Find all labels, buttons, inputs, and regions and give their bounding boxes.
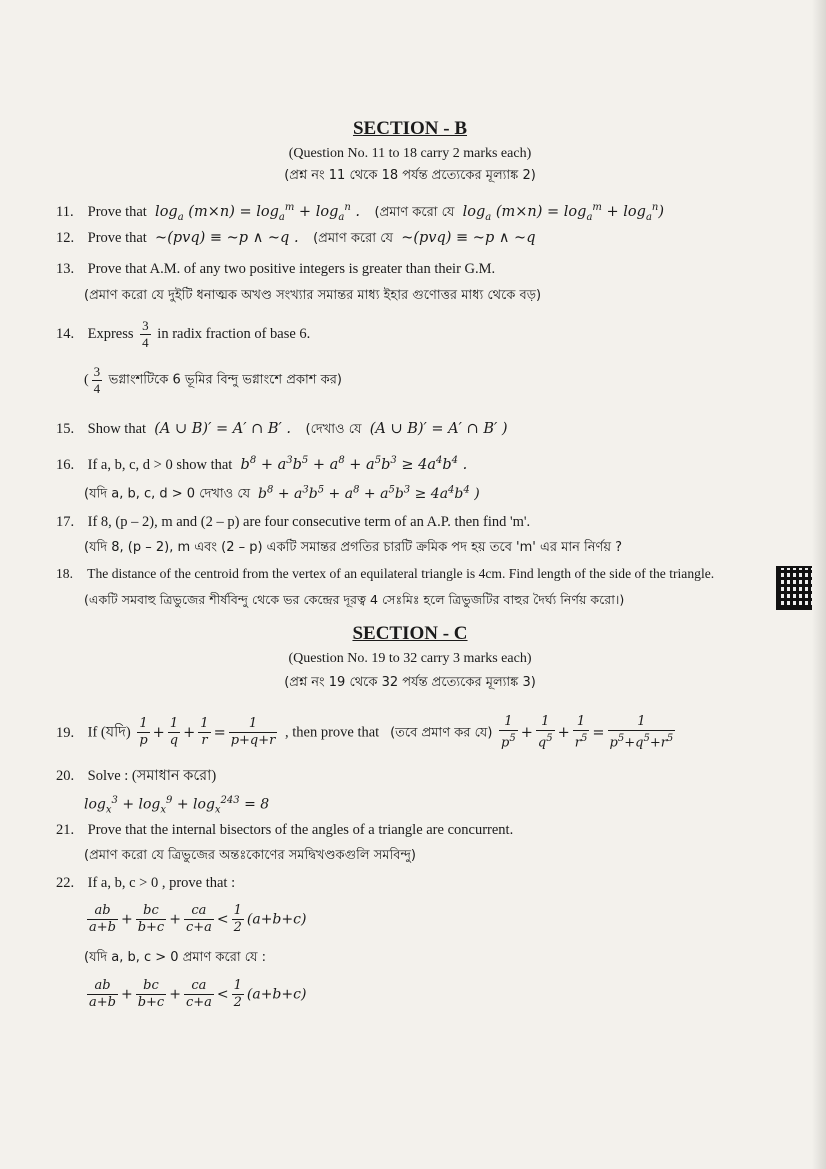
question-text: Prove that the internal bisectors of the angles of a triangle are concurrent. <box>87 822 514 838</box>
section-b-subtitle-bn: (প্রশ্ন নং 11 থেকে 18 পর্যন্ত প্রত্যেকের মূল্যাঙ্ক 2) <box>284 168 536 183</box>
question-15 <box>56 421 508 438</box>
section-c-subtitle: (Question No. 19 to 32 carry 3 marks each) <box>288 651 532 666</box>
question-text: If a, b, c, d > 0 show that <box>87 456 233 473</box>
section-c-title: SECTION - C <box>352 623 468 644</box>
question-22-formula-bn: $\frac{ab}{a+b}$ + $\frac{bc}{b+c}$ + $\frac{ca}{c+a}$ < $\frac{1}{2}$ (a+b+c) <box>89 978 307 1010</box>
question-number: 21. <box>56 822 75 838</box>
question-number: 15. <box>56 421 75 437</box>
question-text: Express <box>87 325 134 342</box>
formula-bn: $b^8 + a^3b^5 + a^8 + a^5b^3 \ge 4a^4b^4$ ) <box>253 484 480 502</box>
question-text: Solve : (সমাধান করো) <box>87 768 217 784</box>
question-text: If 8, (p – 2), m and (2 – p) are four consecutive term of an A.P. then find 'm'. <box>87 514 531 530</box>
question-14-bn: ভগ্নাংশটিকে 6 ভূমির বিন্দু ভগ্নাংশে প্রকাশ কর) <box>108 372 342 388</box>
question-text-bn: (যদি a, b, c, d > 0 দেখাও যে <box>84 486 251 502</box>
question-number: 19. <box>56 724 75 741</box>
question-11 <box>56 202 664 224</box>
question-text: If a, b, c > 0 , prove that : <box>87 875 236 891</box>
formula: $\log_a (m\times n) = \log_a^m + \log_a^n$ . <box>150 202 360 223</box>
question-number: 17. <box>56 514 75 530</box>
formula: ~(pvq) ≡ ~p ∧ ~q . <box>150 230 299 246</box>
question-12 <box>56 230 535 247</box>
question-text: Prove that <box>87 203 147 220</box>
question-number: 22. <box>56 875 75 891</box>
question-14-bn-line: ( $\frac{3}{4}$ ভগ্নাংশটিকে 6 ভূমির বিন্দু ভগ্নাংশে প্রকাশ কর) <box>84 364 342 396</box>
question-21-bn: (প্রমাণ করো যে ত্রিভুজের অন্তঃকোণের সমদ্বিখণ্ডকগুলি সমবিন্দু) <box>84 848 416 863</box>
question-number: 18. <box>56 566 73 581</box>
question-text-bn: (তবে প্রমাণ কর যে) <box>390 725 493 741</box>
question-number: 14. <box>56 325 75 342</box>
question-text-bn: (দেখাও যে <box>305 422 362 437</box>
question-text: Prove that <box>87 230 147 246</box>
question-20 <box>56 768 216 785</box>
page-edge <box>812 0 826 1169</box>
question-14 <box>56 318 310 351</box>
formula: (A ∪ B)′ = A′ ∩ B′ . <box>149 421 292 437</box>
formula-bn: ~(pvq) ≡ ~p ∧ ~q <box>396 230 536 246</box>
question-13-bn: (প্রমাণ করো যে দুইটি ধনাত্মক অখণ্ড সংখ্যার সমান্তর মাধ্য ইহার গুণোত্তর মাধ্য থেকে বড়) <box>84 288 542 303</box>
section-b-title: SECTION - B <box>352 118 468 139</box>
question-number: 12. <box>56 230 75 246</box>
formula-bn: (A ∪ B)′ = A′ ∩ B′ ) <box>365 421 508 437</box>
question-22-formula: $\frac{ab}{a+b}$ + $\frac{bc}{b+c}$ + $\frac{ca}{c+a}$ < $\frac{1}{2}$ (a+b+c) <box>89 903 307 935</box>
question-17 <box>56 514 530 531</box>
fraction-3-4: $\frac{3}{4}$ <box>142 318 149 350</box>
question-number: 11. <box>56 203 74 220</box>
section-c-subtitle-bn: (প্রশ্ন নং 19 থেকে 32 পর্যন্ত প্রত্যেকের মূল্যাঙ্ক 3) <box>284 675 536 690</box>
question-16-bn-line <box>84 484 480 506</box>
formula-prove: $\frac{1}{p^5}$ + $\frac{1}{q^5}$ + $\frac{1}{r^5}$ = $\frac{1}{p^5+q^5+r^5}$ <box>501 714 674 751</box>
question-number: 16. <box>56 456 75 473</box>
question-text: If (যদি) <box>87 724 131 741</box>
question-number: 20. <box>56 768 75 784</box>
question-text-post: in radix fraction of base 6. <box>157 325 311 342</box>
question-20-formula: $\log_x^3 + \log_x^9 + \log_x^{243} = 8$ <box>84 795 270 816</box>
question-22-bn: (যদি a, b, c > 0 প্রমাণ করো যে : <box>84 950 267 965</box>
question-number: 13. <box>56 261 75 277</box>
question-19 <box>56 714 678 751</box>
question-22 <box>56 875 235 892</box>
formula-bn: $\log_a (m\times n) = \log_a^m + \log_a^n$) <box>458 202 665 223</box>
question-text: Prove that A.M. of any two positive integers is greater than their G.M. <box>87 261 496 277</box>
question-18 <box>56 566 714 582</box>
fraction-3-4: $\frac{3}{4}$ <box>93 364 101 396</box>
question-18-bn: (একটি সমবাহু ত্রিভুজের শীর্ষবিন্দু থেকে ভর কেন্দ্রের দূরত্ব 4 সেঃমিঃ হলে ত্রিভুজটির বাহুর দৈর্ঘ্য নির্ণয় করো।) <box>84 592 625 607</box>
section-b-subtitle: (Question No. 11 to 18 carry 2 marks each) <box>288 146 532 161</box>
question-17-bn: (যদি 8, (p – 2), m এবং (2 – p) একটি সমান্তর প্রগতির চারটি ক্রমিক পদ হয় তবে 'm' এর মান নির্ণয় ? <box>84 540 623 555</box>
question-16 <box>56 455 467 474</box>
question-21 <box>56 822 513 839</box>
question-text-bn: (প্রমাণ করো যে <box>374 204 455 220</box>
formula-given: $\frac{1}{p}$ + $\frac{1}{q}$ + $\frac{1}{r}$ = $\frac{1}{p+q+r}$ <box>139 716 276 749</box>
question-text: The distance of the centroid from the vertex of an equilateral triangle is 4cm. Find length of the side of the triangle. <box>87 566 715 581</box>
question-text-bn: (প্রমাণ করো যে <box>313 231 393 246</box>
question-text-mid: , then prove that <box>284 724 380 741</box>
question-text: Show that <box>87 421 147 437</box>
question-13 <box>56 261 495 278</box>
formula: $b^8 + a^3b^5 + a^8 + a^5b^3 \ge 4a^4b^4$ . <box>235 455 468 473</box>
